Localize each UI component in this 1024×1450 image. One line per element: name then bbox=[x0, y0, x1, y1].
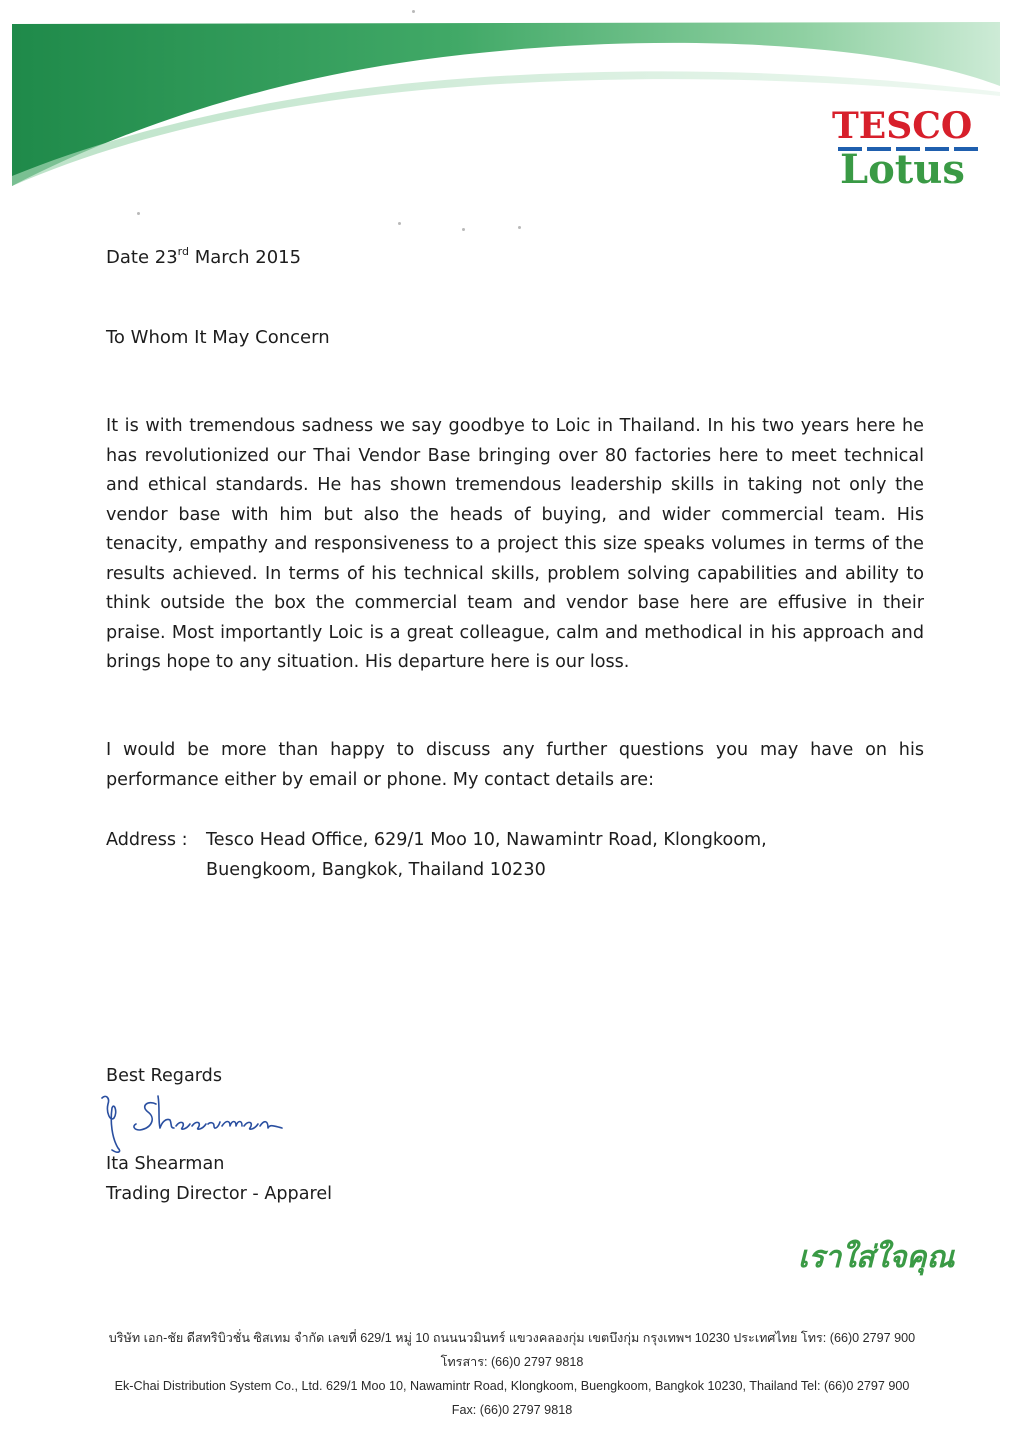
logo-lotus-text: Lotus bbox=[840, 146, 965, 193]
footer-thai-line-1: บริษัท เอก-ชัย ดีสทริบิวชั่น ซิสเทม จำกัด เลขที่ 629/1 หมู่ 10 ถนนนวมินทร์ แขวงคลองกุ่ม เขตบึงกุ่ม กรุงเทพฯ 10230 ประเทศไทย โทร: (66)0 2797 900 bbox=[108, 1331, 916, 1345]
scan-speck bbox=[412, 10, 415, 13]
letter-closing: Best Regards bbox=[106, 1066, 223, 1086]
footer-english-line-1: Ek-Chai Distribution System Co., Ltd. 629/1 Moo 10, Nawamintr Road, Klongkoom, Buengkoom, Bangkok 10230, Thailand Tel: (66)0 2797 900 bbox=[114, 1379, 910, 1393]
signatory-name: Ita Shearman bbox=[106, 1154, 225, 1174]
handwritten-signature bbox=[96, 1088, 296, 1158]
scan-speck bbox=[137, 212, 140, 215]
letter-paragraph-2: I would be more than happy to discuss any further questions you may have on his performance either by email or phone. My contact details are: bbox=[106, 740, 924, 790]
scan-speck bbox=[462, 228, 465, 231]
scan-speck bbox=[518, 226, 521, 229]
scan-speck bbox=[398, 222, 401, 225]
address-line-2: Buengkoom, Bangkok, Thailand 10230 bbox=[206, 859, 546, 880]
letter-paragraph-1: It is with tremendous sadness we say goodbye to Loic in Thailand. In his two years here he has revolutionized our Thai Vendor Base bringing over 80 factories here to meet technical and ethical standards. He has shown tremendous leadership skills in taking not only the vendor base with him but also the heads of buying, and wider commercial team. His tenacity, empathy and responsiveness to a project this size speaks volumes in terms of the results achieved. In terms of his technical skills, problem solving capabilities and ability to think outside the box the commercial team and vendor base here are effusive in their praise. Most importantly Loic is a great colleague, calm and methodical in his approach and brings hope to any situation. His departure here is our loss. bbox=[106, 416, 924, 672]
thai-slogan: เราใส่ใจคุณ bbox=[798, 1240, 955, 1275]
footer-english-line-2: Fax: (66)0 2797 9818 bbox=[451, 1403, 573, 1417]
signatory-title: Trading Director - Apparel bbox=[106, 1183, 333, 1204]
tesco-lotus-logo bbox=[826, 105, 986, 194]
footer-thai-line-2: โทรสาร: (66)0 2797 9818 bbox=[440, 1355, 584, 1369]
letter-salutation: To Whom It May Concern bbox=[106, 327, 330, 348]
logo-tesco-text: TESCO bbox=[832, 105, 973, 147]
address-line-1: Tesco Head Office, 629/1 Moo 10, Nawamintr Road, Klongkoom, bbox=[206, 830, 767, 850]
address-label: Address : bbox=[106, 830, 188, 850]
letter-date: Date 23rd March 2015 bbox=[106, 245, 302, 268]
signatory-block bbox=[106, 1150, 924, 1209]
company-footer bbox=[0, 1326, 1024, 1422]
contact-address bbox=[106, 826, 924, 885]
